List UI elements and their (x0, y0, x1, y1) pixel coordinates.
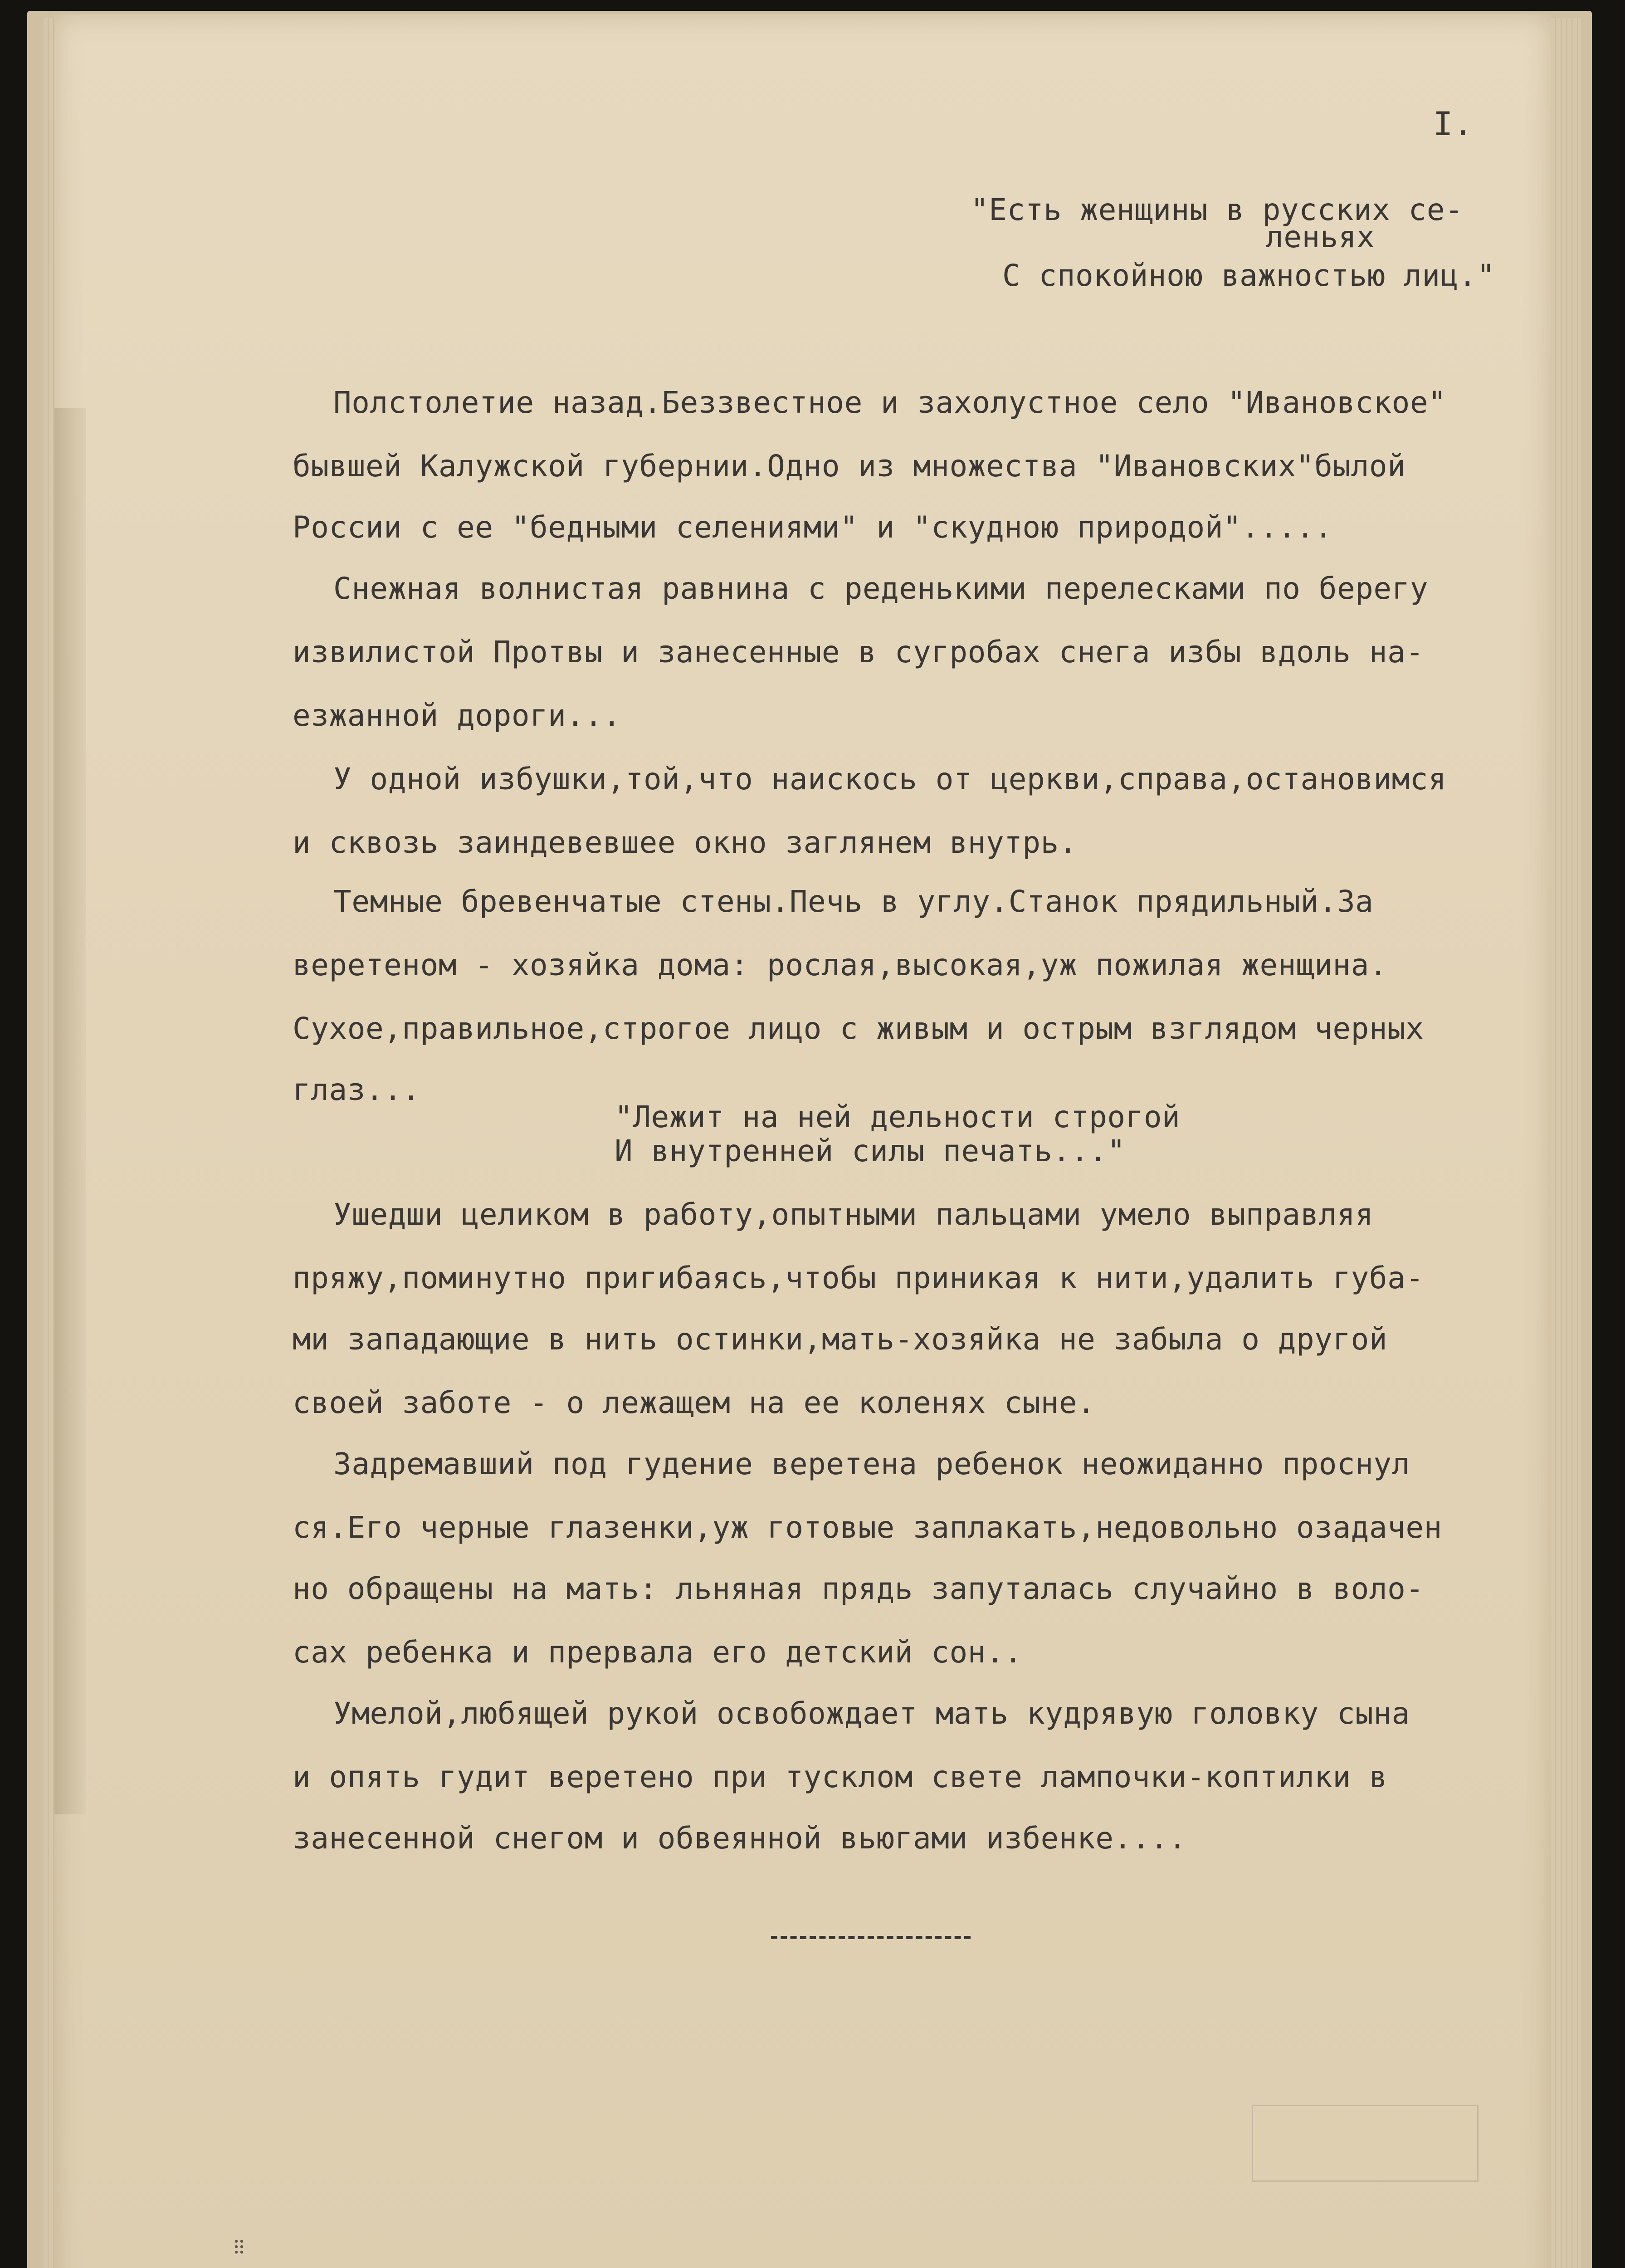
paragraph-line-9: Темные бревенчатые стены.Печь в углу.Станок прядильный.За (333, 884, 1374, 919)
paragraph-line-17: Задремавший под гудение веретена ребенок неожиданно проснул (333, 1447, 1410, 1481)
paragraph-line-6: езжанной дороги... (293, 698, 621, 733)
paragraph-line-14: пряжу,поминутно пригибаясь,чтобы приникая к нити,удалить губа- (293, 1261, 1424, 1295)
paragraph-line-11: Сухое,правильное,строгое лицо с живым и острым взглядом черных (293, 1011, 1424, 1046)
paragraph-line-22: и опять гудит веретено при тусклом свете лампочки-коптилки в (293, 1760, 1388, 1794)
paragraph-line-8: и сквозь заиндевевшее окно заглянем внутрь. (293, 825, 1078, 860)
quote-line-1: "Лежит на ней дельности строгой (615, 1100, 1181, 1134)
paragraph-line-23: занесенной снегом и обвеянной вьюгами избенке.... (293, 1821, 1187, 1856)
page-number: I. (1433, 105, 1473, 143)
quote-line-2: И внутренней силы печать..." (615, 1134, 1126, 1168)
paragraph-line-5: извилистой Протвы и занесенные в сугробах снега избы вдоль на- (293, 635, 1424, 670)
paragraph-line-1: Полстолетие назад.Беззвестное и захолустное село "Ивановское" (333, 385, 1447, 420)
epigraph-line-3: С спокойною важностью лиц." (1002, 258, 1495, 293)
paragraph-line-20: сах ребенка и прервала его детский сон.. (293, 1635, 1023, 1670)
paragraph-line-18: ся.Его черные глазенки,уж готовые заплакать,недовольно озадачен (293, 1510, 1442, 1545)
binding-strip (54, 408, 86, 1814)
section-divider (771, 1936, 971, 1939)
paragraph-line-21: Умелой,любящей рукой освобождает мать кудрявую головку сына (333, 1696, 1410, 1731)
paragraph-line-15: ми западающие в нить остинки,мать-хозяйка не забыла о другой (293, 1322, 1388, 1357)
paragraph-line-19: но обращены на мать: льняная прядь запуталась случайно в воло- (293, 1571, 1424, 1606)
epigraph-line-1: "Есть женщины в русских се- (971, 192, 1464, 227)
paragraph-line-4: Снежная волнистая равнина с реденькими перелесками по берегу (333, 571, 1429, 606)
ink-speck (234, 2239, 245, 2254)
paragraph-line-7: У одной избушки,той,что наискось от церкви,справа,остановимся (333, 762, 1447, 797)
paragraph-line-13: Ушедши целиком в работу,опытными пальцами умело выправляя (333, 1197, 1374, 1232)
paragraph-line-10: веретеном - хозяйка дома: рослая,высокая,уж пожилая женщина. (293, 948, 1388, 982)
epigraph-line-2: леньях (1265, 220, 1375, 254)
archive-stamp (1252, 2105, 1479, 2182)
paragraph-line-16: своей заботе - о лежащем на ее коленях сыне. (293, 1385, 1096, 1420)
paragraph-line-2: бывшей Калужской губернии.Одно из множества "Ивановских"былой (293, 449, 1406, 484)
paragraph-line-12: глаз... (293, 1072, 420, 1107)
paragraph-line-3: России с ее "бедными селениями" и "скудною природой"..... (293, 510, 1333, 545)
